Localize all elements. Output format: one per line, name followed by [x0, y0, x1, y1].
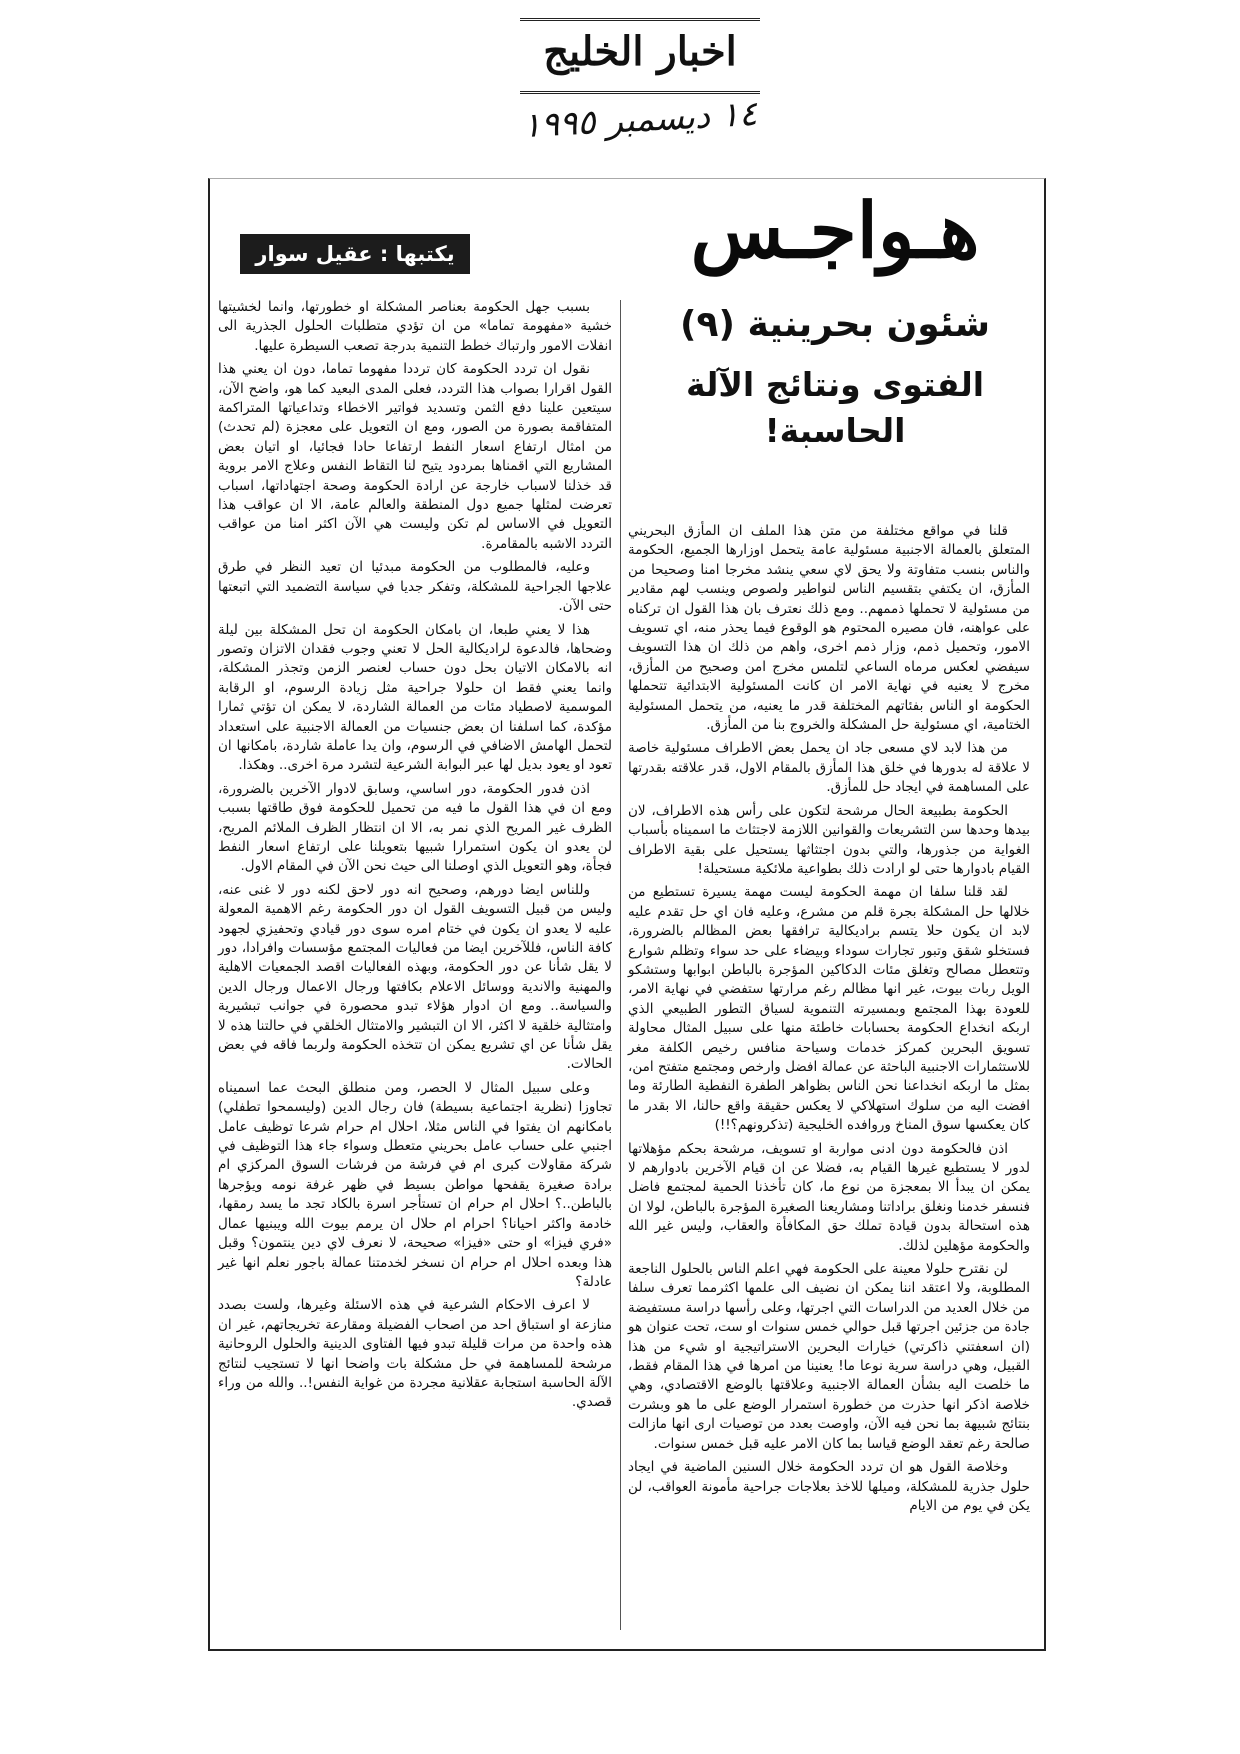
paragraph: لقد قلنا سلفا ان مهمة الحكومة ليست مهمة يسيرة تستطيع من خلالها حل المشكلة بجرة قلم من مشرع، وعليه فان اي حل تقدم عليه لابد ان يكون حلا يتسم براديكالية ترافقها بعض المظالم بالضرورة، فستخلو شقق وتبور تجارات سوداء وبيضاء على حد سواء وتظلم شوارع وتتعطل مصالح وتغلق مئات الدكاكين المؤجرة بالباطن ابوابها وستشكو الويل ربات بيوت، غير انها مظالم رغم مرارتها ستفضي في نهاية الامر، للعودة بهذا المجتمع وبمسيرته التنموية لسياق التطور الطبيعي الذي اربكه انخداع الحكومة بحسابات خاطئة منها على سبيل المثال محاولة تسويق البحرين كمركز خدمات وسياحة منافس رخيص الكلفة مغر للاستثمارات الاجنبية الباحثة عن عمالة افضل وارخص ومجتمع متفتح امن، بمثل ما اربكه انخداعنا نحن الناس بظواهر الطفرة النفطية الطارئة وما افضت اليه من سلوك استهلاكي لا يعكس حقيقة واقع حالنا، الا بقدر ما كان يعكسها سوق المناخ وروافده الخليجية (تذكرونهم؟!!)	[628, 884, 1030, 1134]
paragraph: الحكومة بطبيعة الحال مرشحة لتكون على رأس هذه الاطراف، لان بيدها وحدها سن التشريعات والقوانين اللازمة لاجتثاث ما اسميناه بأسباب الغواية من جذورها، والتي بدون اجتثاثها يستحيل على بقية الاطراف القيام بادوارها حتى لو ارادت ذلك بطواعية ملائكية مستحيلة!	[628, 802, 1030, 877]
paragraph: نقول ان تردد الحكومة كان ترددا مفهوما تماما، دون ان يعني هذا القول اقرارا بصواب هذا التردد، فعلى المدى البعيد كما هو، واضح الآن، سيتعين علينا دفع الثمن وتسديد فواتير الاخطاء وتداعياتها المتراكمة المتفاقمة بصورة من الصور، ومع ان التعويل على معجزة (لم تحدث) من امثال ارتفاع اسعار النفط ارتفاعا حادا فجائيا، او اتيان بعض المشاريع التي اقمناها بمردود يتيح لنا التقاط النفس وعلاج الامر بروية قد خذلنا لاسباب خارجة عن ارادة الحكومة وصحة اجتهاداتها، اسباب تعرضت لمثلها جميع دول المنطقة والعالم عامة، الا ان عواقب هذا التعويل في الاساس لم تكن وليست هي الآن اكثر امنا من عواقب التردد الاشبه بالمقامرة.	[218, 361, 612, 552]
paragraph: لن نقترح حلولا معينة على الحكومة فهي اعلم الناس بالحلول الناجعة المطلوبة، ولا اعتقد اننا يمكن ان نضيف الى علمها اكثرمما تعرف سلفا من خلال العديد من الدراسات التي اجرتها، وعلى رأسها دراسة مستفيضة جادة من جزئين اجرتها قبل حوالي خمس سنوات او ست، تحت عنوان هو (ان اسعفتني ذاكرتي) خيارات البحرين الاستراتيجية او شيء من هذا القبيل، وهي دراسة سرية نوعا ما! يعنينا من امرها في هذا المقام فقط، ما خلصت اليه بشأن العمالة الاجنبية وعلاقتها بالوضع الاقتصادي، وهي خلاصة اذكر انها حذرت من خطورة استمرار الوضع على ما هو وبشرت بنتائج شبيهة بما نحن فيه الآن، واوصت بعدد من توصيات ارى انها مازالت صالحة رغم تعقد الوضع قياسا بما كان الامر عليه قبل خمس سنوات.	[628, 1261, 1030, 1452]
paragraph: وعليه، فالمطلوب من الحكومة مبدئيا ان تعيد النظر في طرق علاجها الجراحية للمشكلة، وتفكر جديا في سياسة التضميد التي اتبعتها حتى الآن.	[218, 559, 612, 615]
right-column	[628, 522, 1030, 1520]
paragraph: بسبب جهل الحكومة بعناصر المشكلة او خطورتها، وانما لخشيتها خشية «مفهومة تماما» من ان تؤدي متطلبات الحلول الجذرية الى انفلات الامور وارتباك خطط التنمية بدرجة تصعب السيطرة عليها.	[218, 299, 612, 354]
subheadline: الفتوى ونتائج الآلة الحاسبة!	[685, 365, 985, 450]
paragraph: وللناس ايضا دورهم، وصحيح انه دور لاحق لكنه دور لا غنى عنه، وليس من قبيل التسويف القول ان دور الحكومة رغم الاهمية المعولة عليه لا يعدو ان يكون في ختام امره سوى دور قيادي وتحفيزي لجهود كافة الناس، فللآخرين ايضا من فعاليات المجتمع مؤسسات وافرادا، دور لا يقل شأنا عن دور الحكومة، وبهذه الفعاليات اقصد الجمعيات الاهلية والمهنية والاندية ووسائل الاعلام بكافتها ورجال الاعمال ورجال الدين والسياسة.. ومع ان ادوار هؤلاء تبدو محصورة في جوانب تبشيرية وامتثالية خلقية لا اكثر، الا ان التبشير والامتثال الخلقي في حالتنا هذه لا يقل شأنا عن اي تشريع يمكن ان تتخذه الحكومة ولربما فاقه في بعض الحالات.	[218, 881, 612, 1073]
paragraph: هذا لا يعني طبعا، ان بامكان الحكومة ان تحل المشكلة بين ليلة وضحاها، فالدعوة لراديكالية الحل لا تعني وجوب فقدان الاتزان وتصور انه بالامكان الاتيان بحل دون حساب لعنصر الزمن وتجذر المشكلة، وانما يعني فقط ان حلولا جراحية مثل زيادة الرسوم، او الرقابة الموسمية لاصطياد مئات من العمالة الشاردة، لا يمكن ان تؤتي ثمارا مؤكدة، كما اسلفنا ان بعض جنسيات من العمالة الاجنبية على استعداد لتحمل الهامش الاضافي في الرسوم، وان يدا عاملة شاردة، بامكانها ان تعود او يعود بديل لها عبر البوابة الشرعية لتشرد مرة اخرى.. وهكذا.	[218, 621, 612, 774]
paragraph: قلنا في مواقع مختلفة من متن هذا الملف ان المأزق البحريني المتعلق بالعمالة الاجنبية مسئولية عامة يتحمل اوزارها الجميع، الحكومة والناس بنسب متفاوتة ولا يحق لاي سعي ينشد مخرجا امنا وصحيحا من المأزق، ان يكتفي بتقسيم الناس لنواطير ولصوص وينسب لهم مقادير من مسئولية لا تحملها ذممهم.. ومع ذلك نعترف بان هذا القول ان تركناه على عواهنه، فان مصيره المحتوم هو الوقوع فيما يحذر منه، اي تسويف الامور، وتحميل ذمم، وزار ذمم اخرى، واهم من ذلك ان هذا التسويف سيفضي لعكس مرماه الساعي لتلمس مخرج امن وصحيح من المأزق، مخرج لا يعنيه في نهاية الامر ان كانت المسئولية الابتدائية تتحملها الحكومة او الناس بفئاتهم المختلفة قدر ما يعنيه، من يتحمل المسئولية الختامية، اي مسئولية حل المشكلة والخروج بنا من المأزق.	[628, 523, 1030, 734]
paragraph: اذن فدور الحكومة، دور اساسي، وسابق لادوار الآخرين بالضرورة، ومع ان في هذا القول ما فيه من تحميل للحكومة فوق طاقتها بسبب الظرف غير المريح الذي نمر به، الا ان انتظار الظرف الملائم المريح، لن يعدو ان يكون استمرارا شبيها بتعويلنا على ارتفاع اسعار النفط فجأة، وهو التعويل الذي اوصلنا الى حيث نحن الآن في المقام الاول.	[218, 780, 612, 875]
column-divider	[620, 300, 621, 1630]
masthead-name: اخبار الخليج	[543, 28, 737, 75]
masthead	[520, 14, 760, 94]
left-column	[218, 298, 612, 1417]
handwritten-date: ١٤ ديسمبر ١٩٩٥	[521, 93, 759, 147]
headline: شئون بحرينية (٩)	[680, 304, 990, 345]
byline: يكتبها : عقيل سوار	[240, 234, 470, 274]
section-title: هـواجـس	[690, 186, 980, 275]
paragraph: لا اعرف الاحكام الشرعية في هذه الاسئلة وغيرها، ولست بصدد منازعة او استباق احد من اصحاب الفضيلة ومقارعة تخريجاتهم، غير ان هذه واحدة من مرات قليلة تبدو فيها الفتاوى الدينية والحلول الروحانية مرشحة للمساهمة في حل مشكلة بات واضحا انها لا تستجيب لنتائج الآلة الحاسبة استجابة عقلانية مجردة من غواية النفس!.. والله من وراء قصدي.	[218, 1297, 612, 1411]
paragraph: من هذا لابد لاي مسعى جاد ان يحمل بعض الاطراف مسئولية خاصة لا علاقة له بدورها في خلق هذا المأزق بالمقام الاول، قدر علاقته بقدرتها على المساهمة في ايجاد حل للمأزق.	[628, 740, 1030, 796]
paragraph: اذن فالحكومة دون ادنى مواربة او تسويف، مرشحة بحكم مؤهلاتها لدور لا يستطيع غيرها القيام به، فضلا عن ان قيام الآخرين بادوارهم لا يمكن ان يبدأ الا بمعجزة من نوع ما، كان تأخذنا الحمية لمجتمع فاضل فنسفر خدمنا ونغلق براداتنا ومشاريعنا الصغيرة المؤجرة بالباطن، لولا ان هذه استحالة بدون قيادة تملك حق المكافأة والعقاب، وليس غير الله والحكومة مؤهلين لذلك.	[628, 1140, 1030, 1254]
paragraph: وخلاصة القول هو ان تردد الحكومة خلال السنين الماضية في ايجاد حلول جذرية للمشكلة، وميلها للاخذ بعلاجات جراحية مأمونة العواقب، لن يكن في يوم من الايام	[628, 1459, 1030, 1514]
paragraph: وعلى سبيل المثال لا الحصر، ومن منطلق البحث عما اسميناه تجاوزا (نظرية اجتماعية بسيطة) فان رجال الدين (وليسمحوا تطفلي) بامكانهم ان يفتوا في الناس مثلا، احلال ام حرام شرعا توظيف عامل اجنبي على حساب عامل بحريني متعطل وسواء جاء هذا التوظيف في شركة مقاولات كبرى ام في فرشة من فرشات السوق المركزي ام برادة صغيرة يقفحها مواطن بسيط في ظهر غرفة نومه ويؤجرها بالباطن..؟ احلال ام حرام ان تستأجر اسرة بالكاد تجد ما يسد رمقها، خادمة واكثر احيانا؟ احرام ام حلال ان يرمم بيوت الله ويبنيها عمال «فري فيزا» او حتى «فيزا» صحيحة، لا نعرف لاي دين ينتمون؟ وقبل هذا وبعده احلال ام حرام ان نسخر لخدمتنا عمالة باجور نعلم انها غير عادلة؟	[218, 1079, 612, 1290]
